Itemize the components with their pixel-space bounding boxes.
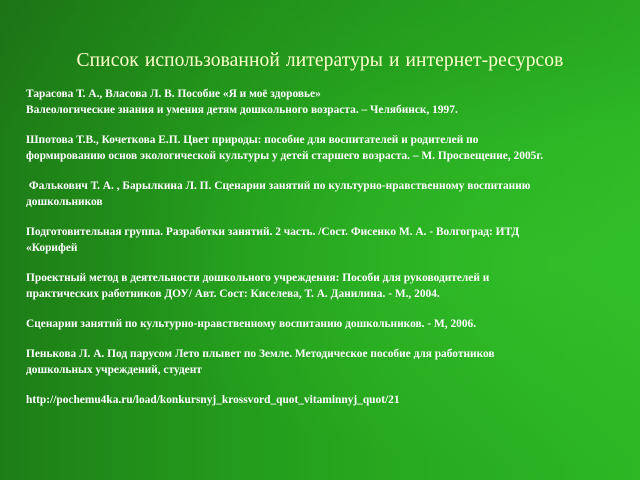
reference-item (26, 132, 616, 164)
reference-line: Проектный метод в деятельности дошкольного учреждения: Пособи для руководителей и (26, 272, 490, 284)
reference-item (26, 224, 616, 256)
reference-line: Шпотова Т.В., Кочеткова Е.П. Цвет природы: пособие для воспитателей и родителей по (26, 134, 479, 146)
reference-line: Пенькова Л. А. Под парусом Лето плывет по Земле. Методическое пособие для работников (26, 348, 495, 360)
reference-line: Валеологические знания и умения детям дошкольного возраста. – Челябинск, 1997. (26, 104, 458, 116)
page-title: Список использованной литературы и интернет-ресурсов (76, 50, 564, 71)
reference-line: практических работников ДОУ/ Авт. Сост: Киселева, Т. А. Данилина. - М., 2004. (26, 288, 440, 300)
reference-line: Подготовительная группа. Разработки занятий. 2 часть. /Сост. Фисенко М. А. - Волгоград: ИТД (26, 226, 520, 238)
reference-line: Сценарии занятий по культурно-нравственному воспитанию дошкольников. - М, 2006. (26, 318, 477, 330)
reference-url-link[interactable]: http://pochemu4ka.ru/load/konkursnyj_krossvord_quot_vitaminnyj_quot/21 (26, 394, 400, 406)
reference-line: «Корифей (26, 242, 78, 254)
reference-item (26, 178, 616, 210)
reference-line: дошкольных учреждений, студент (26, 364, 202, 376)
reference-link-item[interactable] (26, 392, 616, 408)
reference-line: Тарасова Т. А., Власова Л. В. Пособие «Я и моё здоровье» (26, 88, 321, 100)
reference-line: дошкольников (26, 196, 103, 208)
reference-item (26, 346, 616, 378)
reference-item (26, 270, 616, 302)
reference-item (26, 86, 616, 118)
reference-list (26, 86, 616, 422)
reference-line: формированию основ экологической культуры у детей старшего возраста. – М. Просвещение, 2005г. (26, 150, 544, 162)
reference-line: Фалькович Т. А. , Барылкина Л. П. Сценарии занятий по культурно-нравственному воспитанию (26, 180, 531, 192)
reference-item (26, 316, 616, 332)
